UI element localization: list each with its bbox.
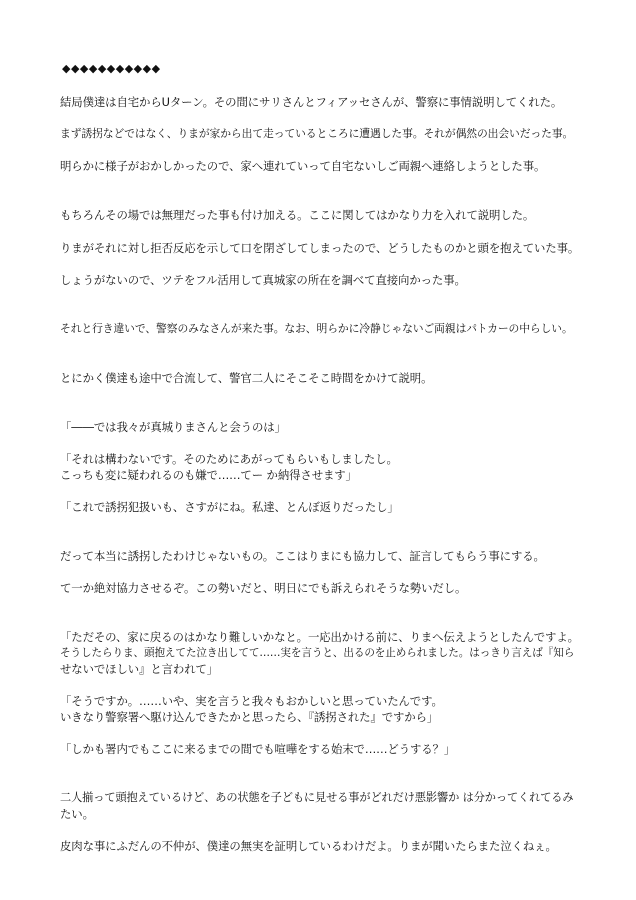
text-line: それと行き違いで、警察のみなさんが来た事。なお、明らかに冷静じゃないご両親はパトカーの中らしい。 — [60, 322, 573, 335]
text-line: りまがそれに対し拒否反応を示して口を閉ざしてしまったので、どうしたものかと頭を抱えていた事。 — [60, 241, 580, 255]
dialogue-line: 「そうですか。……いや、実を言うと我々もおかしいと思っていたんです。 — [60, 694, 443, 708]
scene-separator: ◆◆◆◆◆◆◆◆◆◆◆ — [62, 62, 161, 75]
dialogue-line: 「それは構わないです。そのためにあがってもらいもしましたし。 — [60, 452, 398, 466]
dialogue-line: 「しかも署内でもここに来るまでの間でも喧嘩をする始末で……どうする？」 — [60, 742, 456, 756]
text-line: て一か絶対協力させるぞ。この勢いだと、明日にでも訴えられそうな勢いだし。 — [60, 581, 467, 595]
text-line: まず誘拐などではなく、りまが家から出て走っているところに遭遇した事。それが偶然の出会いだった事。 — [60, 127, 574, 140]
dialogue-line: 「――では我々が真城りまさんと会うのは」 — [60, 420, 286, 434]
dialogue-line: せないでほしい』と言われて」 — [60, 662, 219, 676]
dialogue-line: 「これで誘拐犯扱いも、さすがにね。私達、とんぼ返りだったし」 — [60, 500, 399, 514]
text-line: 結局僕達は自宅からUターン。その間にサリさんとフィアッセさんが、警察に事情説明してくれた。 — [60, 95, 563, 109]
text-line: だって本当に誘拐したわけじゃないもの。ここはりまにも協力して、証言してもらう事にする。 — [60, 549, 545, 563]
dialogue-line: そうしたらりま、頭抱えてた泣き出してて……実を言うと、出るのを止められました。はっきり言えば『知ら — [60, 647, 575, 659]
dialogue-line: 「ただその、家に戻るのはかなり難しいかなと。一応出かける前に、りまへ伝えようとしたんですよ。 — [60, 630, 579, 644]
text-line: とにかく僕達も途中で合流して、警官二人にそこそこ時間をかけて説明。 — [60, 371, 433, 385]
text-line: もちろんその場では無理だった事も付け加える。ここに関してはかなり力を入れて説明した。 — [60, 208, 535, 222]
dialogue-line: いきなり警察署へ駆け込んできたかと思ったら、『誘拐された』ですから」 — [60, 710, 439, 724]
text-line: しょうがないので、ツテをフル活用して真城家の所在を調べて直接向かった事。 — [60, 273, 466, 287]
text-line: 明らかに様子がおかしかったので、家へ連れていって自宅ないしご両親へ連絡しようとした事。 — [60, 159, 546, 173]
text-line: 二人揃って頭抱えているけど、あの状態を子どもに見せる事がどれだけ悪影響か は分かってくれてるみ — [60, 791, 574, 804]
dialogue-line: こっちも変に疑われるのも嫌で……てー か納得させます」 — [60, 468, 357, 482]
text-line: たい。 — [60, 807, 94, 821]
text-line: 皮肉な事にふだんの不仲が、僕達の無実を証明しているわけだよ。りまが聞いたらまた泣くねぇ。 — [60, 839, 557, 853]
